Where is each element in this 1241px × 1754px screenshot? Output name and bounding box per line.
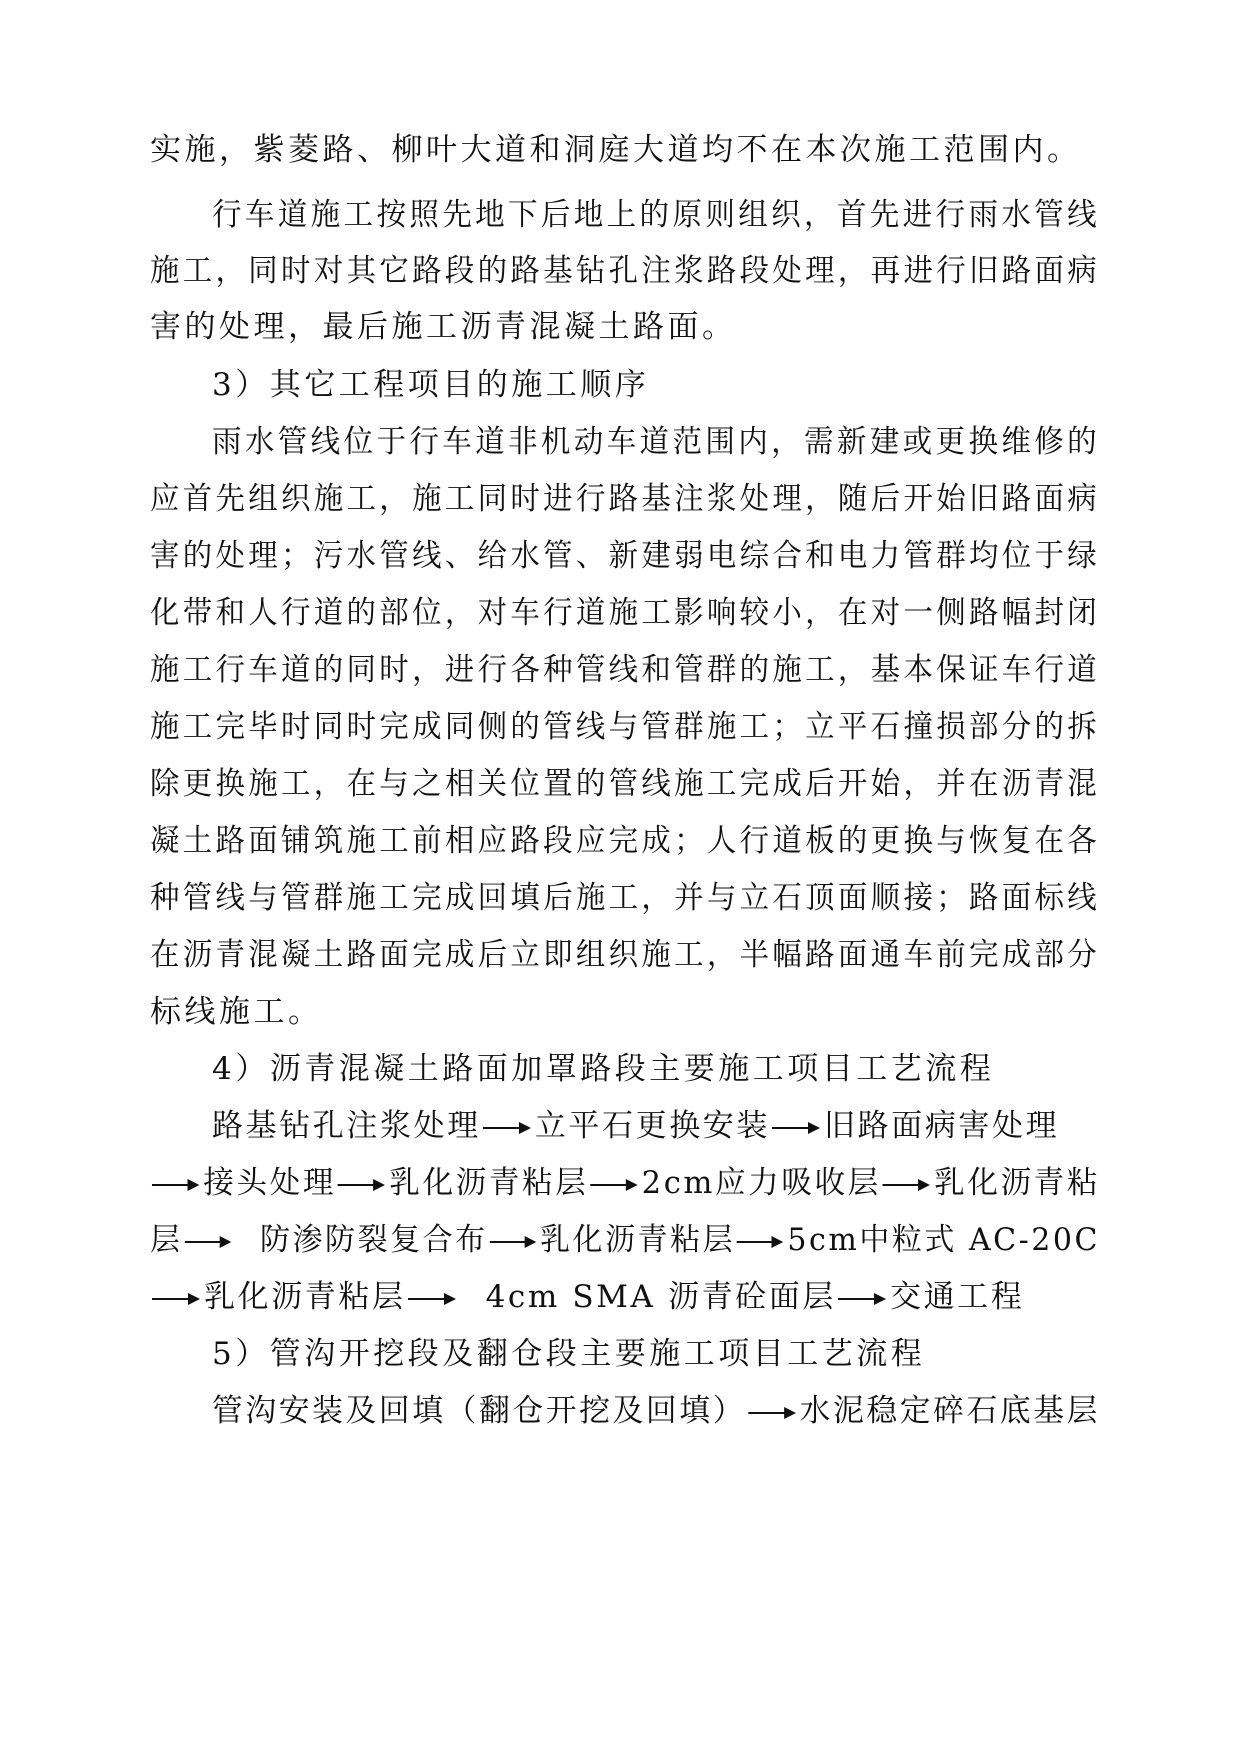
flow-step: 立平石更换安装 — [534, 1108, 771, 1144]
section-heading: 3）其它工程项目的施工顺序 — [212, 367, 650, 403]
right-arrow-icon — [184, 1235, 230, 1249]
right-arrow-icon — [748, 1406, 796, 1420]
right-arrow-icon — [883, 1178, 930, 1192]
process-flow-line — [150, 1277, 1024, 1317]
flow-step: 乳化沥青粘层 — [539, 1222, 736, 1258]
text-line: 种管线与管群施工完成回填后施工，并与立石顶面顺接；路面标线 — [150, 880, 1100, 916]
text-line: 凝土路面铺筑施工前相应路段应完成；人行道板的更换与恢复在各 — [150, 823, 1100, 859]
section-heading: 5）管沟开挖段及翻仓段主要施工项目工艺流程 — [212, 1336, 926, 1372]
flow-step: 乳化沥青粘层 — [204, 1279, 406, 1315]
text-line: 在沥青混凝土路面完成后立即组织施工，半幅路面通车前完成部分 — [150, 937, 1100, 973]
text-line: 行车道施工按照先地下后地上的原则组织，首先进行雨水管线 — [212, 197, 1100, 233]
flow-step: 路基钻孔注浆处理 — [212, 1108, 481, 1144]
text-line: 除更换施工，在与之相关位置的管线施工完成后开始，并在沥青混 — [150, 766, 1100, 802]
flow-step: 乳化沥青粘 — [934, 1165, 1100, 1201]
text-line: 应首先组织施工，施工同时进行路基注浆处理，随后开始旧路面病 — [150, 481, 1100, 517]
text-line: 施工行车道的同时，进行各种管线和管群的施工，基本保证车行道 — [150, 652, 1100, 688]
flow-step: 2cm应力吸收层 — [641, 1165, 881, 1201]
flow-step: 交通工程 — [889, 1279, 1025, 1315]
right-arrow-icon — [838, 1292, 886, 1306]
process-flow-line — [150, 1220, 1100, 1260]
flow-step: 乳化沥青粘层 — [389, 1165, 589, 1201]
flow-step: 水泥稳定碎石底基层 — [799, 1393, 1100, 1429]
right-arrow-icon — [338, 1178, 385, 1192]
text-line: 雨水管线位于行车道非机动车道范围内，需新建或更换维修的 — [212, 424, 1100, 460]
flow-step: 层 — [150, 1222, 183, 1258]
text-line: 害的处理；污水管线、给水管、新建弱电综合和电力管群均位于绿 — [150, 538, 1100, 574]
right-arrow-icon — [490, 1235, 536, 1249]
process-flow-line — [212, 1391, 1100, 1431]
flow-step: 防渗防裂复合布 — [259, 1222, 488, 1258]
process-flow-line — [150, 1163, 1100, 1203]
right-arrow-icon — [152, 1178, 199, 1192]
flow-step: 接头处理 — [203, 1165, 336, 1201]
flow-step: 管沟安装及回填（翻仓开挖及回填） — [212, 1393, 746, 1429]
text-line: 施工完毕时同时完成同侧的管线与管群施工；立平石撞损部分的拆 — [150, 709, 1100, 745]
text-line: 实施，紫菱路、柳叶大道和洞庭大道均不在本次施工范围内。 — [150, 132, 1082, 168]
right-arrow-icon — [408, 1292, 456, 1306]
text-line: 标线施工。 — [150, 994, 323, 1030]
text-line: 施工，同时对其它路段的路基钻孔注浆路段处理，再进行旧路面病 — [150, 253, 1100, 289]
section-heading: 4）沥青混凝土路面加罩路段主要施工项目工艺流程 — [212, 1051, 995, 1087]
right-arrow-icon — [737, 1235, 783, 1249]
flow-step: 旧路面病害处理 — [824, 1108, 1060, 1144]
right-arrow-icon — [590, 1178, 637, 1192]
text-line: 化带和人行道的部位，对车行道施工影响较小，在对一侧路幅封闭 — [150, 595, 1100, 631]
right-arrow-icon — [772, 1121, 820, 1135]
text-line: 害的处理，最后施工沥青混凝土路面。 — [150, 309, 737, 345]
process-flow-line — [212, 1106, 1059, 1146]
right-arrow-icon — [152, 1292, 200, 1306]
right-arrow-icon — [483, 1121, 531, 1135]
flow-step: 4cm SMA 沥青砼面层 — [485, 1279, 836, 1315]
flow-step: 5cm中粒式 AC-20C — [787, 1222, 1100, 1258]
